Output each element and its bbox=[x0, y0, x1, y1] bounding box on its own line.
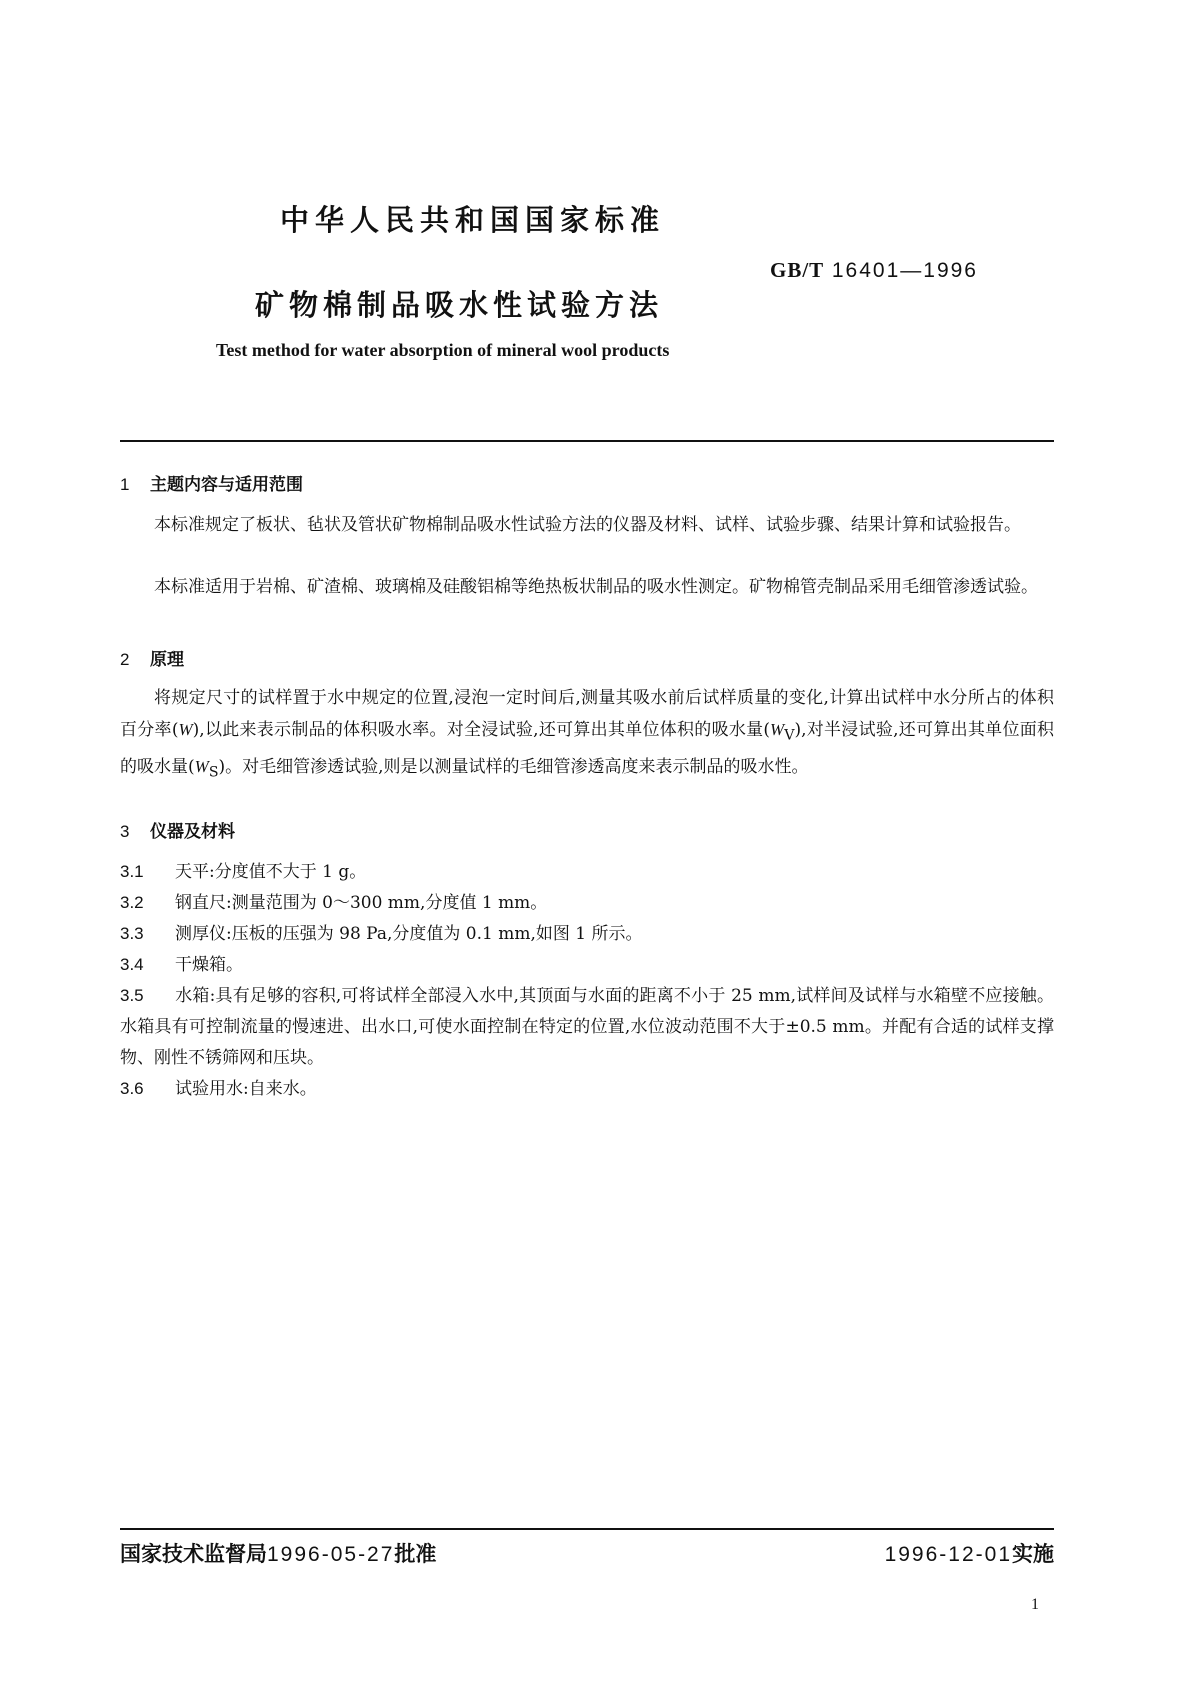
implementation-date: 1996-12-01 bbox=[884, 1543, 1012, 1566]
variable-ws: W bbox=[194, 757, 209, 777]
clause-text: 干燥箱。 bbox=[175, 955, 243, 975]
text-run: 将规定尺寸的试样置于水中规定的位置,浸泡一定时间后,测量其吸水前后试样质量的变化,计算出试样中水分所占的体积百分率( bbox=[120, 688, 1054, 740]
document-title-cn: 矿物棉制品吸水性试验方法 bbox=[255, 288, 664, 322]
implementation-label: 实施 bbox=[1012, 1542, 1054, 1566]
section-number: 3 bbox=[120, 822, 130, 841]
section-number: 1 bbox=[120, 475, 130, 494]
footer-divider bbox=[120, 1528, 1054, 1530]
clause-text: 试验用水:自来水。 bbox=[175, 1079, 317, 1099]
clause-3-2 bbox=[120, 887, 1054, 919]
clause-number: 3.5 bbox=[120, 986, 144, 1005]
text-run: ),以此来表示制品的体积吸水率。对全浸试验,还可算出其单位体积的吸水量( bbox=[192, 720, 771, 740]
document-title-en: Test method for water absorption of mineral wool products bbox=[216, 340, 670, 360]
clause-number: 3.1 bbox=[120, 862, 144, 881]
section-title: 仪器及材料 bbox=[150, 822, 235, 842]
clause-3-1 bbox=[120, 856, 1054, 888]
clause-3-4 bbox=[120, 949, 1054, 981]
text-run: ),对半浸试验,还可算出其单位面积的吸水量( bbox=[120, 720, 1054, 778]
clause-3-6 bbox=[120, 1073, 1054, 1105]
variable-wv: W bbox=[770, 720, 785, 739]
section-2-paragraph bbox=[120, 683, 1054, 789]
approval-label: 批准 bbox=[394, 1542, 437, 1566]
clause-text: 水箱:具有足够的容积,可将试样全部浸入水中,其顶面与水面的距离不小于 25 mm,试样间及试样与水箱壁不应接触。水箱具有可控制流量的慢速进、出水口,可使水面控制在特定的位置,水位波动范围不大于±0.5 mm。并配有合适的试样支撑物、刚性不锈筛网和压块。 bbox=[120, 986, 1054, 1068]
clause-text: 测厚仪:压板的压强为 98 Pa,分度值为 0.1 mm,如图 1 所示。 bbox=[175, 924, 643, 944]
clause-3-3 bbox=[120, 918, 1054, 950]
clause-text: 钢直尺:测量范围为 0～300 mm,分度值 1 mm。 bbox=[175, 893, 548, 913]
page-number: 1 bbox=[1031, 1596, 1039, 1613]
clause-text: 天平:分度值不大于 1 g。 bbox=[175, 862, 367, 882]
standard-prefix: GB/T bbox=[770, 258, 825, 282]
variable-w: W bbox=[178, 720, 193, 739]
text-run: )。对毛细管渗透试验,则是以测量试样的毛细管渗透高度来表示制品的吸水性。 bbox=[218, 757, 809, 778]
standard-number bbox=[770, 258, 978, 283]
national-standard-heading: 中华人民共和国国家标准 bbox=[280, 203, 666, 237]
subscript-v: V bbox=[784, 727, 795, 744]
clause-number: 3.4 bbox=[120, 955, 144, 974]
approval-date: 1996-05-27 bbox=[267, 1543, 395, 1566]
section-title: 原理 bbox=[150, 650, 184, 670]
clause-3-5 bbox=[120, 980, 1054, 1074]
approving-authority: 国家技术监督局 bbox=[120, 1542, 267, 1566]
section-1-paragraph-2: 本标准适用于岩棉、矿渣棉、玻璃棉及硅酸铝棉等绝热板状制品的吸水性测定。矿物棉管壳制品采用毛细管渗透试验。 bbox=[154, 577, 1038, 597]
approval-line bbox=[120, 1538, 436, 1568]
header-divider bbox=[120, 440, 1054, 442]
implementation-line bbox=[885, 1538, 1054, 1568]
clause-number: 3.2 bbox=[120, 893, 144, 912]
section-1-heading bbox=[120, 470, 303, 495]
section-number: 2 bbox=[120, 650, 130, 669]
clause-number: 3.3 bbox=[120, 924, 144, 943]
section-title: 主题内容与适用范围 bbox=[150, 475, 303, 495]
section-3-heading bbox=[120, 817, 235, 842]
section-1-paragraph-1: 本标准规定了板状、毡状及管状矿物棉制品吸水性试验方法的仪器及材料、试样、试验步骤、结果计算和试验报告。 bbox=[154, 515, 1021, 535]
subscript-s: S bbox=[208, 764, 219, 781]
standard-code: 16401—1996 bbox=[831, 259, 978, 282]
clause-number: 3.6 bbox=[120, 1079, 144, 1098]
section-2-heading bbox=[120, 645, 184, 670]
